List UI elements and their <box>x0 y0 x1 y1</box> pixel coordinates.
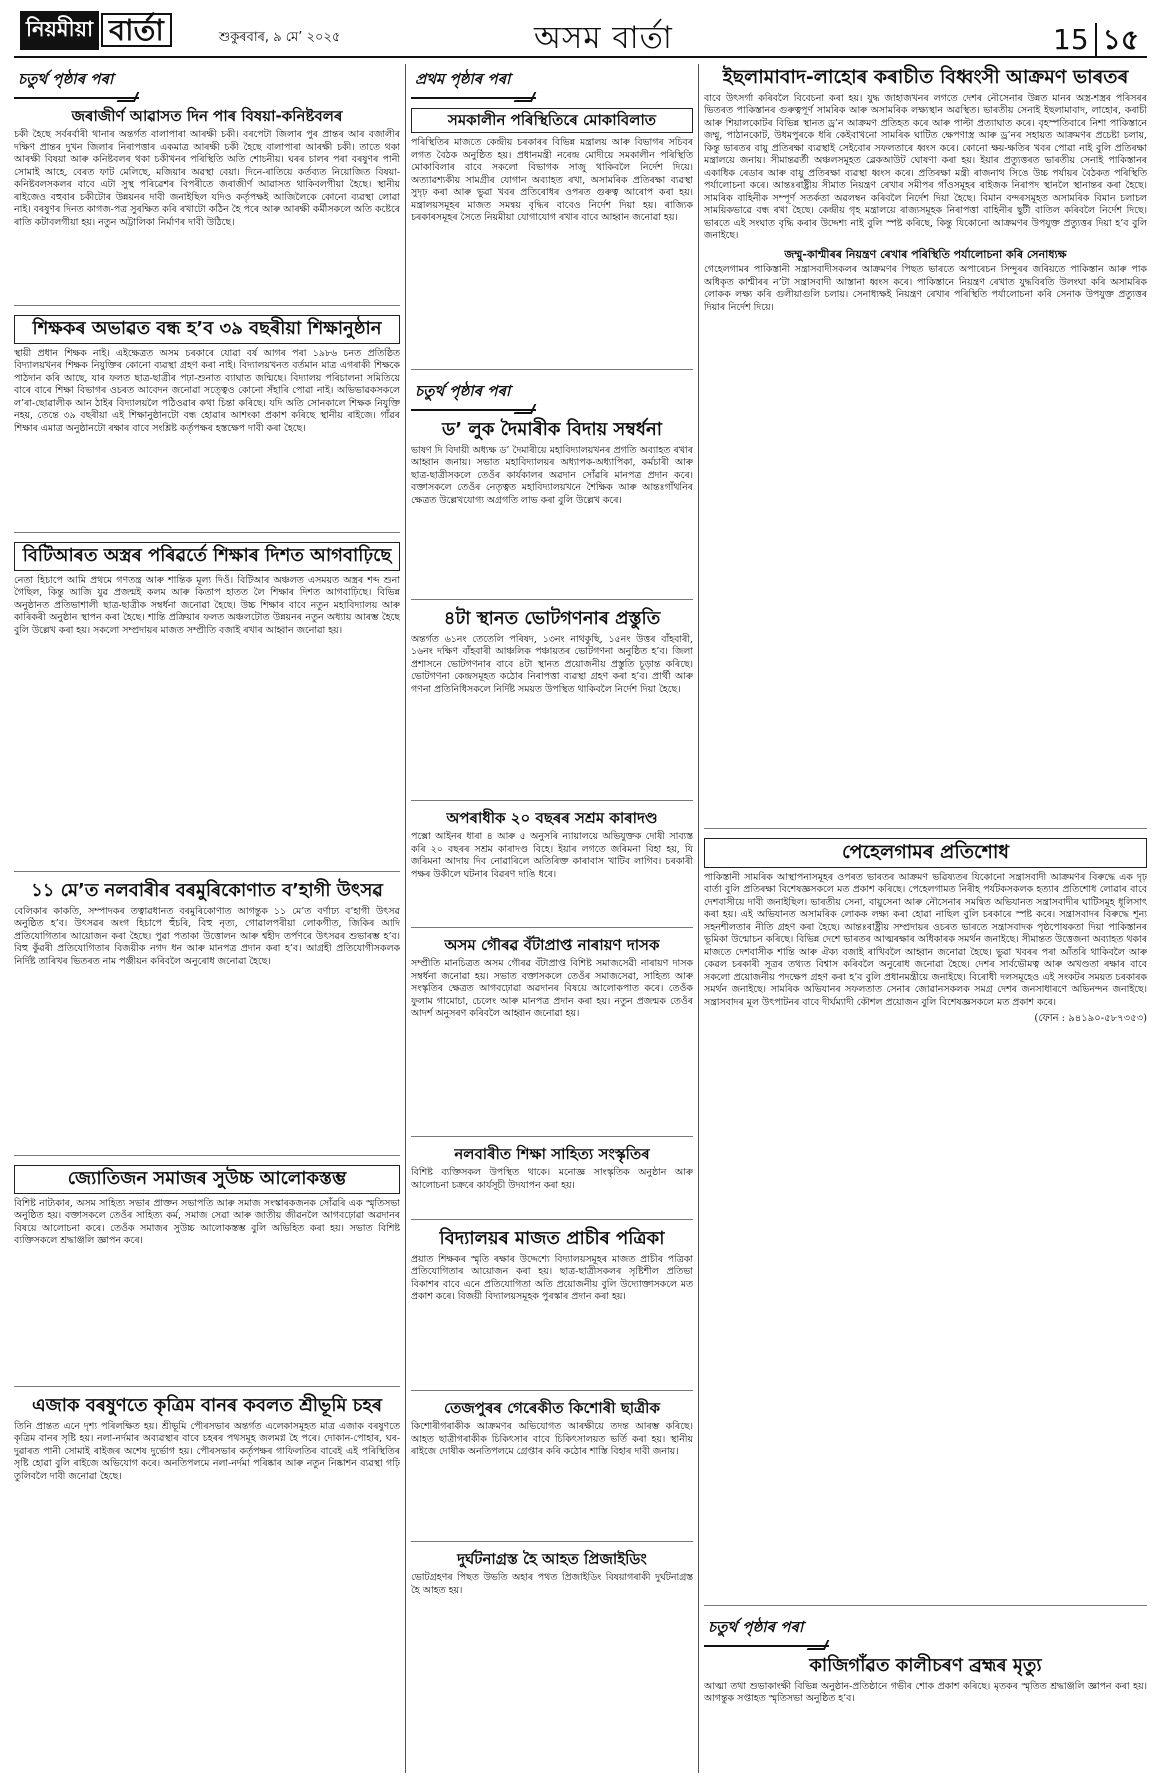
article <box>411 1226 693 1391</box>
article-body: স্থায়ী প্ৰধান শিক্ষক নাই। এইক্ষেত্ৰত অসম চৰকাৰে যোৱা বৰ্ষ আগৰ পৰা ১৯৮৬ চনত প্ৰতিষ্ঠিত বিদ্যালয়খনৰ শিক্ষক নিযুক্তিৰ কোনো ব্যৱস্থা গ্ৰহণ কৰা নাই। বিদ্যালয়খনত বৰ্তমান মাত্ৰ এগৰাকী শিক্ষকে পাঠদান কৰি আছে, যাৰ ফলত ছাত্ৰ-ছাত্ৰীৰ পঢ়া-শুনাত ব্যাঘাত জন্মিছে। বিদ্যালয় পৰিচালনা সমিতিয়ে বাৰে বাৰে শিক্ষা বিভাগৰ ওচৰত আবেদন জনোৱা সত্ত্বেও কোনো সঁহাৰি পোৱা নাই। অভিভাৱকসকলে ল’ৰা-ছোৱালীক আন ঠাইৰ বিদ্যালয়লৈ পঠিওৱাৰ কথা চিন্তা কৰিছে। যদি অতি সোনকালে শিক্ষক নিযুক্তি নহয়, তেন্তে ৩৯ বছৰীয়া এই শিক্ষানুষ্ঠানটো বন্ধ হোৱাৰ আশংকা প্ৰকাশ কৰিছে স্থানীয় ৰাইজে। গাঁৱৰ শিক্ষাৰ এমাত্ৰ অনুষ্ঠানটো ৰক্ষাৰ বাবে সংশ্লিষ্ট কৰ্তৃপক্ষৰ হস্তক্ষেপ দাবী কৰা হৈছে। <box>14 347 400 434</box>
article-body: তিনি প্ৰান্তত এনে দৃশ্য পৰিলক্ষিত হয়। শ্ৰীভূমি পৌৰসভাৰ অন্তৰ্গত এলেকাসমূহত মাত্ৰ এজাক বৰষুণতে কৃত্ৰিম বানৰ সৃষ্টি হয়। নলা-নৰ্দমাৰ অব্যৱস্থাৰ বাবে চহৰৰ পথসমূহ জলমগ্ন হৈ পৰে। দোকান-পোহাৰ, ঘৰ-দুৱাৰত পানী সোমাই ৰাইজৰ অশেষ দুৰ্ভোগ হয়। পৌৰসভাৰ কৰ্তৃপক্ষৰ গাফিলতিৰ বাবেই এই পৰিস্থিতিৰ সৃষ্টি হোৱা বুলি ৰাইজে অভিযোগ কৰে। অনতিপলমে নলা-নৰ্দমা পৰিষ্কাৰ আৰু নতুন নিষ্কাশন ব্যৱস্থা গঢ়ি তুলিবলৈ দাবী জনোৱা হৈছে। <box>14 1420 400 1482</box>
article-body: কিশোৰীগৰাকীক আক্ৰমণৰ অভিযোগত আৰক্ষীয়ে তদন্ত আৰম্ভ কৰিছে। আহত ছাত্ৰীগৰাকীক চিকিৎসাৰ বাবে চিকিৎসালয়ত ভৰ্তি কৰা হয়। স্থানীয় ৰাইজে দোষীক অনতিপলমে গ্ৰেপ্তাৰ কৰি কঠোৰ শাস্তি বিহাৰ দাবী জনায়। <box>411 1421 693 1458</box>
column-divider <box>405 64 406 1773</box>
article <box>14 539 400 872</box>
headline: ৪টা স্থানত ভোটগণনাৰ প্ৰস্তুতি <box>443 608 661 629</box>
headline: ১১ মে’ত নলবাৰীৰ বৰমুৰিকোণাত ব’হাগী উৎসৱ <box>31 880 383 901</box>
article-body: বাবে উৎসৰ্গা কৰিবলৈ বিবেচনা কৰা হয়। যুদ্ধ জাহাজখনৰ লগতে দেশৰ নৌসেনাৰ উন্নত মানৰ অস্ত্ৰ-শস্ত্ৰৰ পৰিসৰৰ ভিতৰত পাকিস্তানৰ গুৰুত্বপূৰ্ণ সামৰিক আৰু অসামৰিক লক্ষ্যস্থান অৱস্থিত। ভাৰতীয় সেনাই ইছলামাবাদ, লাহোৰ, কৰাচী আৰু শিয়ালকোটৰ বিভিন্ন স্থানত ড্ৰ’ন আক্ৰমণ প্ৰতিহত কৰে আৰু পাল্টা প্ৰত্যাঘাত কৰে। বৃহস্পতিবাৰে নিশা পাকিস্তানে জম্মু, পাঠানকোট, উধমপুৰকে ধৰি কেইবাখনো সামৰিক ঘাটিত ক্ষেপণাস্ত্ৰ আৰু ড্ৰ’নৰ সহায়ত আক্ৰমণৰ প্ৰচেষ্টা চলায়, কিন্তু ভাৰতৰ বায়ু প্ৰতিৰক্ষা ব্যৱস্থাই সেইবোৰ সফলতাৰে ধ্বংস কৰে। কোনো ক্ষয়-ক্ষতিৰ খবৰ পোৱা নাই বুলি প্ৰতিৰক্ষা মন্ত্ৰালয়ে জনায়। সীমান্তৱৰ্তী অঞ্চলসমূহত ব্লেকআউট ঘোষণা কৰা হয়। ইয়াৰ প্ৰত্যুত্তৰত ভাৰতীয় সেনাই পাকিস্তানৰ একাধিক ৰেডাৰ আৰু বায়ু প্ৰতিৰক্ষা ব্যৱস্থা ধ্বংস কৰে। প্ৰতিৰক্ষা মন্ত্ৰী ৰাজনাথ সিঙে উচ্চ পৰ্যায়ৰ বৈঠকত পৰিস্থিতি পৰ্যালোচনা কৰে। আন্তঃৰাষ্ট্ৰীয় সীমাত নিয়ন্ত্ৰণ ৰেখাৰ সমীপৰ গাঁওসমূহৰ ৰাইজক নিৰাপদ স্থানলৈ স্থানান্তৰ কৰা হৈছে। সামৰিক বাহিনীক সম্পূৰ্ণ সতৰ্কতা অৱলম্বন কৰিবলৈ নিৰ্দেশ দিয়া হৈছে। বিমান বন্দৰসমূহত অসামৰিক বিমান চলাচল সাময়িকভাৱে বন্ধ ৰখা হৈছে। কেন্দ্ৰীয় গৃহ মন্ত্ৰালয়ে ৰাজ্যসমূহক নিৰাপত্তা বাহিনীৰ ছুটী বাতিল কৰিবলৈ নিৰ্দেশ দিছে। ভাৰতে এই সংঘাত বৃদ্ধি কৰাৰ উদ্দেশ্য নাই বুলি স্পষ্ট কৰিছে, কিন্তু যিকোনো আক্ৰমণৰ উপযুক্ত প্ৰত্যুত্তৰ দিয়া হ’ব বুলি জনাইছে। <box>704 92 1147 242</box>
article-body: বিশিষ্ট ব্যক্তিসকল উপস্থিত থাকে। মনোজ্ঞ সাংস্কৃতিক অনুষ্ঠান আৰু আলোচনা চক্ৰৰে কাৰ্যসূচী উদযাপন কৰা হয়। <box>411 1167 693 1191</box>
article-body: পক্সো আইনৰ ধাৰা ৪ আৰু ৫ অনুসৰি ন্যায়ালয়ে অভিযুক্তক দোষী সাব্যস্ত কৰি ২০ বছৰৰ সশ্ৰম কাৰাদণ্ড বিহে। ইয়াৰ লগতে জৰিমনা বিহা হয়, যি জৰিমনা আদায় দিব নোৱাৰিলে অতিৰিক্ত কাৰাবাস খাটিব লাগিব। চৰকাৰী পক্ষৰ উকীলে ঘটনাৰ বিৱৰণ দাঙি ধৰে। <box>411 831 693 880</box>
headline: ড’ লুক দৈমাৰীক বিদায় সম্বৰ্ধনা <box>442 419 662 440</box>
headline: জৰাজীৰ্ণ আৱাসত দিন পাৰ বিষয়া-কনিষ্টবলৰ <box>71 107 343 125</box>
article <box>411 417 693 600</box>
article-body: পাকিস্তানী সামৰিক আস্থাপনাসমূহৰ ওপৰত ভাৰতৰ আক্ৰমণ ভৱিষ্যতৰ যিকোনো সন্ত্ৰাসবাদী আক্ৰমণৰ বিৰুদ্ধে এক দৃঢ় বাৰ্তা বুলি প্ৰতিৰক্ষা বিশেষজ্ঞসকলে মত প্ৰকাশ কৰিছে। পেহেলগামত নিৰীহ পৰ্যটকসকলক হত্যাৰ প্ৰতিশোধ লোৱাৰ বাবে দেশবাসীয়ে দাবী জনাইছিল। ভাৰতীয় সেনা, বায়ুসেনা আৰু নৌসেনাৰ সমন্বিত অভিযানত সন্ত্ৰাসবাদীৰ ঘাটিসমূহ ধূলিসাৎ কৰা হয়। এই অভিযানত অসামৰিক লোকক লক্ষ্য কৰা হোৱা নাছিল বুলি চৰকাৰে স্পষ্ট কৰে। সন্ত্ৰাসবাদৰ বিৰুদ্ধে শূন্য সহনশীলতাৰ নীতি গ্ৰহণ কৰা হৈছে। আন্তঃৰাষ্ট্ৰীয় সম্প্ৰদায়ৰ ওচৰত ভাৰতে সন্ত্ৰাসবাদক পৃষ্ঠপোষকতা দিয়া পাকিস্তানৰ ভূমিকা উন্মোচন কৰিছে। বিভিন্ন দেশে ভাৰতৰ আত্মৰক্ষাৰ অধিকাৰক সমৰ্থন জনাইছে। সীমান্তত উত্তেজনা অব্যাহত থকাৰ মাজতে দেশবাসীক শান্তি আৰু ঐক্য বজাই ৰাখিবলৈ আহ্বান জনোৱা হৈছে। ভুৱা খবৰৰ পৰা আঁতৰি থাকিবলৈ আৰু কেৱল চৰকাৰী সূত্ৰৰ তথ্যত বিশ্বাস কৰিবলৈ অনুৰোধ জনোৱা হৈছে। দেশৰ সাৰ্বভৌমত্ব আৰু অখণ্ডতা ৰক্ষাৰ বাবে সকলো প্ৰয়োজনীয় পদক্ষেপ গ্ৰহণ কৰা হ’ব বুলি প্ৰধানমন্ত্ৰীয়ে জনাইছে। বিৰোধী দলসমূহেও এই সংকটৰ সময়ত চৰকাৰক সমৰ্থন জনাইছে। সামৰিক অভিযানৰ সফলতাত সেনাৰ জোৱানসকলক সমগ্ৰ দেশৰ জনসাধাৰণে অভিনন্দন জনাইছে। সন্ত্ৰাসবাদৰ মূল উৎপাটনৰ বাবে দীৰ্ঘম্যাদী কৌশল প্ৰয়োজন বুলি বিশেষজ্ঞসকলে মত প্ৰকাশ কৰে। <box>704 871 1147 1008</box>
headline: দুৰ্ঘটনাগ্ৰস্ত হৈ আহত প্ৰিজাইডিং <box>457 1550 647 1568</box>
headline: এজাক বৰষুণতে কৃত্ৰিম বানৰ কবলত শ্ৰীভূমি চহৰ <box>31 1395 383 1416</box>
page-number-latin: 15 <box>1053 23 1089 56</box>
article-body: ভাষণ দি বিদায়ী অধ্যক্ষ ড’ দৈমাৰীয়ে মহাবিদ্যালয়খনৰ প্ৰগতি অব্যাহত ৰখাৰ আহ্বান জনায়। সভাত মহাবিদ্যালয়ৰ অধ্যাপক-অধ্যাপিকা, কৰ্মচাৰী আৰু ছাত্ৰ-ছাত্ৰীসকলে তেওঁৰ কাৰ্যকালৰ অৱদান সোঁৱৰি মানপত্ৰ প্ৰদান কৰে। বক্তাসকলে তেওঁৰ নেতৃত্বত মহাবিদ্যালয়খনে শৈক্ষিক আৰু আন্তঃগাঁথনিৰ ক্ষেত্ৰত উল্লেখযোগ্য অগ্ৰগতি লাভ কৰা বুলি উল্লেখ কৰে। <box>411 444 693 506</box>
column-2 <box>411 64 693 1773</box>
masthead <box>14 8 1147 58</box>
column-1 <box>14 64 400 1773</box>
article-body: প্ৰয়াত শিক্ষকৰ স্মৃতি ৰক্ষাৰ উদ্দেশ্যে বিদ্যালয়সমূহৰ মাজত প্ৰাচীৰ পত্ৰিকা প্ৰতিযোগিতাৰ আয়োজন কৰা হয়। ছাত্ৰ-ছাত্ৰীসকলৰ সৃষ্টিশীল প্ৰতিভা বিকাশৰ বাবে এনে প্ৰতিযোগিতা অতি প্ৰয়োজনীয় বুলি উদ্যোক্তাসকলে মত প্ৰকাশ কৰে। বিজয়ী বিদ্যালয়সমূহক পুৰস্কাৰ প্ৰদান কৰা হয়। <box>411 1253 693 1303</box>
article-body: গেহেলগামৰ পাকিস্তানী সন্ত্ৰাসবাদীসকলৰ আক্ৰমণৰ পিছত ভাৰতে অপাৰেচন সিন্দুৰৰ জৰিয়তে পাকিস্তান আৰু পাক অধিকৃত কাশ্মীৰৰ ন’টা সন্ত্ৰাসবাদী আস্তানা ধ্বংস কৰে। পাকিস্তানে নিয়ন্ত্ৰণ ৰেখাত যুদ্ধবিৰতি উলংঘা কৰি অসামৰিক লোকক লক্ষ্য কৰি গুলীয়াগুলি চলায়। সেনাধ্যক্ষই নিয়ন্ত্ৰণ ৰেখাৰ পৰিস্থিতি পৰ্যালোচনা কৰি সেনাক উপযুক্ত প্ৰত্যুত্তৰ দিয়াৰ নিৰ্দেশ দিয়ে। <box>704 264 1147 313</box>
logo-part-1: নিয়মীয়া <box>20 11 99 50</box>
article-body: বেলিকাৰ কাকতি, সম্পাদকৰ তত্বাৱধানত বৰমুৰিকোণাত আগন্তুক ১১ মে’ত বৰ্ণাঢ্য ব’হাগী উৎসৱ অনুষ্ঠিত হ’ব। উৎসৱৰ অংগ হিচাপে হুঁচৰি, বিহু নৃত্য, গোৱালপৰীয়া লোকগীত, জিকিৰ আদি প্ৰতিযোগিতাৰ আয়োজন কৰা হৈছে। পুৱা পতাকা উত্তোলন আৰু শ্বহীদ তৰ্পণৰে উৎসৱৰ শুভাৰম্ভ হ’ব। বিহু কুঁৱৰী প্ৰতিযোগিতাৰ বিজয়ীক নগদ ধন আৰু মানপত্ৰ প্ৰদান কৰা হ’ব। আগ্ৰহী প্ৰতিযোগীসকলক নিৰ্দিষ্ট তাৰিখৰ ভিতৰত নাম পঞ্জীয়ন কৰিবলৈ অনুৰোধ জনোৱা হৈছে। <box>14 905 400 967</box>
article <box>411 1143 693 1220</box>
article <box>14 105 400 306</box>
section-title: অসম বাৰ্তা <box>534 20 673 56</box>
article-body: পৰিস্থিতিৰ মাজতে কেন্দ্ৰীয় চৰকাৰৰ বিভিন্ন মন্ত্ৰালয় আৰু বিভাগৰ সচিবৰ লগত বৈঠক অনুষ্ঠিত হয়। প্ৰধানমন্ত্ৰী নৰেন্দ্ৰ মোদীয়ে সমকালীন পৰিস্থিতি মোকাবিলাৰ বাবে সকলো বিভাগক সাজু থাকিবলৈ নিৰ্দেশ দিয়ে। অত্যাৱশ্যকীয় সামগ্ৰীৰ যোগান অব্যাহত ৰখা, অসামৰিক প্ৰতিৰক্ষা ব্যৱস্থা সুদৃঢ় কৰা আৰু ভুৱা খবৰ প্ৰতিৰোধৰ ওপৰত গুৰুত্ব আৰোপ কৰা হয়। মন্ত্ৰালয়সমূহৰ মাজত সমন্বয় বৃদ্ধিৰ বাবেও নিৰ্দেশ দিয়া হয়। ৰাজ্যিক চৰকাৰসমূহৰ সৈতে নিয়মীয়া যোগাযোগ ৰখাৰ বাবে আহ্বান জনোৱা হয়। <box>411 137 693 224</box>
headline: অসম গৌৰৱ বঁটাপ্ৰাপ্ত নাৰায়ণ দাসক <box>444 936 660 954</box>
article-body: আত্মা তথা শুভাকাংক্ষী বিভিন্ন অনুষ্ঠান-প্ৰতিষ্ঠানে গভীৰ শোক প্ৰকাশ কৰিছে। মৃতকৰ স্মৃতিত শ্ৰদ্ধাঞ্জলি জ্ঞাপন কৰা হয়। আগন্তুক সপ্তাহত স্মৃতিসভা অনুষ্ঠিত হ’ব। <box>704 1680 1147 1705</box>
continued-label: চতুৰ্থ পৃষ্ঠাৰ পৰা <box>704 1614 829 1647</box>
headline: বিদ্যালয়ৰ মাজত প্ৰাচীৰ পত্ৰিকা <box>439 1228 665 1249</box>
headline: তেজপুৰৰ গেৰেকীত কিশোৰী ছাত্ৰীক <box>444 1399 660 1417</box>
article <box>14 1162 400 1387</box>
article <box>704 835 1147 1606</box>
continued-label: চতুৰ্থ পৃষ্ঠাৰ পৰা <box>411 378 536 411</box>
article-body: সম্প্ৰীতি মানচিত্ৰত অসম গৌৰৱ বঁটাপ্ৰাপ্ত বিশিষ্ট সমাজসেৱী নাৰায়ণ দাসক সম্বৰ্ধনা জনোৱা হয়। সভাত বক্তাসকলে তেওঁৰ সমাজসেৱা, সাহিত্য আৰু সংস্কৃতিৰ ক্ষেত্ৰত আগবঢ়োৱা অৱদানৰ বিষয়ে আলোকপাত কৰে। তেওঁক ফুলাম গামোচা, চেলেং আৰু মানপত্ৰ প্ৰদান কৰা হয়। নতুন প্ৰজন্মক তেওঁৰ আদৰ্শ অনুসৰণ কৰিবলৈ আহ্বান জনোৱা হয়। <box>411 958 693 1020</box>
continued-label: প্ৰথম পৃষ্ঠাৰ পৰা <box>411 66 536 99</box>
article-body: চকী হৈছে সৰ্বৰৰ্বাৰী থানাৰ অন্তৰ্গত বালাপাৰা আৰক্ষী চকী। বৰপেটা জিলাৰ পুৰ প্ৰান্তৰ আৰ বজালীৰ দক্ষিণ প্ৰান্তৰ দুখন জিলাৰ নিৰাপত্তাৰ একমাত্ৰ আৰক্ষী চকী হৈছে বালাপাৰা আৰক্ষী চকী। তাতে থকা আৰক্ষী বিষয়া আৰু কনিষ্টবলৰ থকা চকীখনৰ পৰিস্থিতি অতি শোচনীয়। ঘৰৰ চালৰ পৰা বৰষুণৰ পানী সোমাই আহে, বেৰত ফাট মেলিছে, মজিয়াৰ অৱস্থা বেয়া। দিনে-ৰাতিয়ে কৰ্তব্যত নিয়োজিত বিষয়া-কনিষ্টবলসকলৰ বাবে এটা সুস্থ পৰিৱেশৰ বিপৰীতে জৰাজীৰ্ণ আৱাসত থাকিবলগীয়া হৈছে। স্থানীয় ৰাইজেও বহুবাৰ চকীটোৰ উন্নয়নৰ দাবী জনাইছিল যদিও কৰ্তৃপক্ষই আজিলৈকে কোনো ব্যৱস্থা লোৱা নাই। বৰষুণৰ দিনত কাগজ-পত্ৰ সুৰক্ষিত কৰি ৰখাটো কঠিন হৈ পৰে আৰু আৰক্ষী কৰ্মীসকলে অতি কষ্টেৰে ৰাতি কটাবলগীয়া হয়। নতুন অট্টালিকা নিৰ্মাণৰ দাবী উঠিছে। <box>14 129 400 228</box>
column-3 <box>704 64 1147 1773</box>
article <box>14 312 400 533</box>
headline: নলবাৰীত শিক্ষা সাহিত্য সংস্কৃতিৰ <box>454 1145 650 1163</box>
page-number-local: ১৫ <box>1102 23 1139 56</box>
headline: কাজিগাঁৱত কালীচৰণ ব্ৰহ্মৰ মৃত্যু <box>809 1655 1042 1676</box>
article <box>411 1548 693 1610</box>
article <box>411 1397 693 1542</box>
headline: অপৰাধীক ২০ বছৰৰ সশ্ৰম কাৰাদণ্ড <box>446 809 658 827</box>
headline: পেহেলগামৰ প্ৰতিশোধ <box>704 838 1147 868</box>
sub-headline: জম্মু-কাশ্মীৰৰ নিয়ন্ত্ৰণ ৰেখাৰ পৰিস্থিতি পৰ্যালোচনা কৰি সেনাধ্যক্ষ <box>784 247 1067 261</box>
article <box>704 1653 1147 1773</box>
article <box>411 606 693 801</box>
page-number <box>1053 18 1139 65</box>
headline: সমকালীন পৰিস্থিতিৰে মোকাবিলাত <box>411 108 693 133</box>
issue-date: শুকুৰবাৰ, ৯ মে’ ২০২৫ <box>219 30 341 45</box>
headline: ইছলামাবাদ-লাহোৰ কৰাচীত বিধ্বংসী আক্ৰমণ ভাৰতৰ <box>722 66 1129 88</box>
logo-part-2: বাৰ্তা <box>101 13 172 47</box>
article <box>411 807 693 928</box>
phone-line: (ফোন : ৯৪১৯০-৫৮৭৩৫৩) <box>1034 1013 1147 1025</box>
newspaper-logo <box>20 12 172 48</box>
article-body: অন্তৰ্গত ৬১নং তেতেলি পৰিষদ, ১৩নং নাথকুছি, ১৫নং উত্তৰ বাঁহবাৰী, ১৬নং দক্ষিণ বাঁহবাৰী আঞ্চলিক পঞ্চায়তৰ ভোটগণনা অনুষ্ঠিত হ’ব। জিলা প্ৰশাসনে ভোটগণনাৰ বাবে ৪টা স্থানত প্ৰয়োজনীয় প্ৰস্তুতি চূড়ান্ত কৰিছে। ভোটগণনা কেন্দ্ৰসমূহত কঠোৰ নিৰাপত্তা ব্যৱস্থা গ্ৰহণ কৰা হ’ব। প্ৰাৰ্থী আৰু গণনা প্ৰতিনিধিসকলে নিৰ্দিষ্ট সময়ত উপস্থিত থাকিবলৈ নিৰ্দেশ দিয়া হৈছে। <box>411 633 693 695</box>
headline: শিক্ষকৰ অভাৱত বন্ধ হ’ব ৩৯ বছৰীয়া শিক্ষানুষ্ঠান <box>14 315 400 344</box>
article <box>14 878 400 1156</box>
article <box>14 1393 400 1595</box>
article <box>411 105 693 370</box>
lead-article <box>704 64 1147 829</box>
article <box>411 934 693 1137</box>
article-body: নেতা হিচাপে আমি প্ৰথমে গণতন্ত্ৰ আৰু শান্তিক মূল্য দিওঁ। বিটিআৰ অঞ্চলত এসময়ত অস্ত্ৰৰ শব্দ শুনা গৈছিল, কিন্তু আজি যুৱ প্ৰজন্মই কলম আৰু কিতাপ হাতত লৈ শিক্ষাৰ দিশত আগবাঢ়িছে। বিভিন্ন অনুষ্ঠানত প্ৰতিভাশালী ছাত্ৰ-ছাত্ৰীক সম্বৰ্ধনা জনোৱা হৈছে। উচ্চ শিক্ষাৰ বাবে নতুন মহাবিদ্যালয় আৰু কাৰিকৰী অনুষ্ঠান স্থাপন কৰা হৈছে। শান্তি প্ৰক্ৰিয়াৰ ফলত অঞ্চলটোত উন্নয়নৰ নতুন অধ্যায় আৰম্ভ হৈছে বুলি উল্লেখ কৰা হয়। সকলো সম্প্ৰদায়ৰ মাজত সম্প্ৰীতি বজাই ৰখাৰ আহ্বান জনোৱা হয়। <box>14 574 400 636</box>
article-body: বিশিষ্ট নাট্যকাৰ, অসম সাহিত্য সভাৰ প্ৰাক্তন সভাপতি আৰু সমাজ সংস্কাৰকজনক সোঁৱৰি এক স্মৃতিসভা অনুষ্ঠিত হয়। বক্তাসকলে তেওঁৰ সাহিত্য কৰ্ম, সমাজ সেৱা আৰু জাতীয় জীৱনলৈ আগবঢ়োৱা অৱদানৰ বিষয়ে আলোচনা কৰে। তেওঁক সমাজৰ সুউচ্চ আলোকস্তম্ভ বুলি অভিহিত কৰা হয়। সভাত বিশিষ্ট ব্যক্তিসকলে শ্ৰদ্ধাঞ্জলি জ্ঞাপন কৰে। <box>14 1197 400 1247</box>
continued-label: চতুৰ্থ পৃষ্ঠাৰ পৰা <box>14 66 139 99</box>
headline: জ্যোতিজন সমাজৰ সুউচ্চ আলোকস্তম্ভ <box>14 1165 400 1194</box>
headline: বিটিআৰত অস্ত্ৰৰ পৰিৱৰ্তে শিক্ষাৰ দিশত আগবাঢ়িছে <box>14 542 400 571</box>
column-divider <box>698 64 699 1773</box>
article-body: ভোটগ্ৰহণৰ পিছত উভতি অহাৰ পথত প্ৰিজাইডিং বিষয়াগৰাকী দুৰ্ঘটনাগ্ৰস্ত হৈ আহত হয়। <box>411 1572 693 1596</box>
